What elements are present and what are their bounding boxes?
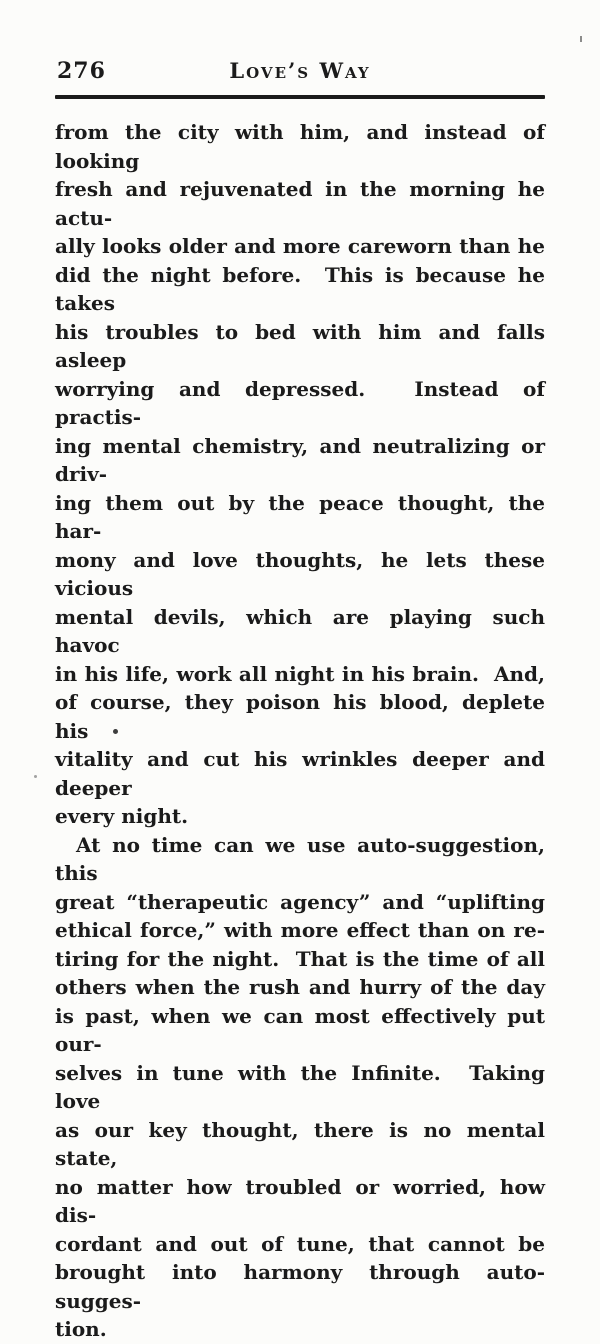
page-number: 276 — [57, 58, 106, 84]
header-rule — [55, 95, 545, 99]
text-line: no matter how troubled or worried, how dis- — [55, 1174, 552, 1227]
text-line: mony and love thoughts, he lets these vicious — [55, 547, 552, 600]
text-line: his troubles to bed with him and falls asleep — [55, 319, 552, 372]
text-line: ing mental chemistry, and neutralizing or driv- — [55, 433, 552, 486]
text-line: of course, they poison his blood, deplete his — [55, 690, 552, 743]
text-line: great “therapeutic agency” and “uplifting — [55, 889, 545, 914]
body-text — [55, 118, 552, 1344]
text-line: worrying and depressed. Instead of practis- — [55, 376, 552, 429]
text-line: others when the rush and hurry of the day — [55, 975, 545, 999]
text-line: did the night before. This is because he takes — [55, 262, 552, 315]
text-line: cordant and out of tune, that cannot be — [55, 1231, 545, 1256]
text-line: in his life, work all night in his brain. And, — [55, 661, 545, 686]
text-line: brought into harmony through auto-sugges- — [55, 1260, 545, 1313]
text-line: At no time can we use auto-suggestion, this — [55, 832, 552, 885]
text-line: every night. — [55, 804, 189, 828]
text-line: is past, when we can most effectively put our- — [55, 1003, 552, 1056]
paragraph — [55, 118, 552, 831]
text-line: from the city with him, and instead of looking — [55, 120, 552, 173]
paragraph — [55, 831, 552, 1344]
text-line: tion. — [55, 1317, 107, 1341]
ink-spot — [34, 775, 37, 778]
text-line: selves in tune with the Infinite. Taking love — [55, 1060, 552, 1113]
text-line: ing them out by the peace thought, the har- — [55, 490, 552, 543]
text-line: tiring for the night. That is the time of all — [55, 946, 545, 971]
text-line: ethical force,” with more effect than on re- — [55, 918, 545, 942]
text-line: mental devils, which are playing such havoc — [55, 604, 552, 657]
ink-spot — [113, 729, 118, 734]
text-line: vitality and cut his wrinkles deeper and deeper — [55, 747, 552, 800]
text-line: ally looks older and more careworn than he — [55, 234, 545, 258]
scan-edge-mark — [580, 36, 582, 42]
text-line: as our key thought, there is no mental state, — [55, 1117, 552, 1170]
running-head-title: Love’s Way — [229, 58, 371, 83]
text-line: fresh and rejuvenated in the morning he actu- — [55, 177, 552, 230]
running-head — [55, 58, 545, 88]
